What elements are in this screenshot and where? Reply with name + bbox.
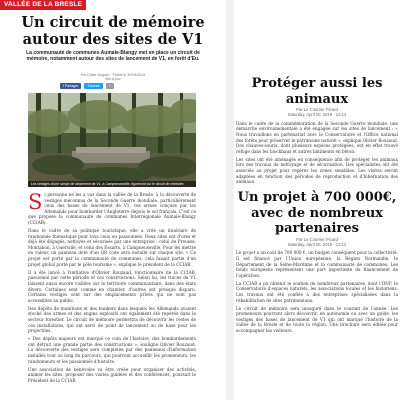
twitter-share-button[interactable]: Tweeter (84, 83, 102, 89)
article-project-budget (234, 190, 400, 398)
section-label[interactable]: VALLÉE DE LA BRESLE (0, 0, 86, 10)
paragraph: Une association de bénévoles va être créée pour organiser des activités, animer les sites, proposer des visites guidées et des conférences, poursuit le Président de la CCIAB. (28, 366, 196, 383)
byline-author-date: Par Didier Dugard · Publié le 30/04/2019 (80, 73, 146, 77)
article-title: Un projet à 700 000€, avec de nombreux partenaires (237, 190, 397, 236)
article-title: Un circuit de mémoire autour des sites de V1 (21, 14, 205, 48)
article-author: Par Le Courrier Picard (296, 107, 338, 112)
article-photo[interactable] (28, 93, 196, 187)
paragraph: Les sites ont été aménagés en conséquence afin de protéger les animaux lors des travaux de nettoyage et de sécurisation. Des spécialistes ont été associés au projet pour repérer les zones sensibles. Les visites seront adaptées en fonction des périodes de reproduction et d'hibernation des animaux. (236, 156, 398, 185)
paragraph: Si personne ne les a vus dans la vallée de la Bresle, à la découverte de vestiges méconnus de la Seconde Guerre mondiale, particulièrement ceux des bases de lancement de V1, ces armes conçues par les Allemands pour bombarder l'Angleterre depuis le sol français. C'est ce que propose la communauté de communes Interrégionale Aumale-Blangy (CCIAB). (28, 192, 196, 225)
article-date: Saturday, April 20, 2019 · 13:12 (287, 112, 347, 118)
paragraph: Dans le cadre de la commémoration de la Seconde Guerre mondiale, une démarche environnementale a été engagée sur les sites de lancement : « Nous travaillons en partenariat avec le Conservatoire et l'Office national des forêts pour préserver le patrimoine naturel », explique Olivier Rouzaud. Des chauves-souris, dont plusieurs espèces protégées, ont en effet trouvé refuge dans les blockhaus et autres bâtiments en béton. (236, 120, 398, 154)
photo-caption: Les vestiges d'une rampe de lancement de V1, à Campneuseville, figureront sur le circuit de mémoire. (28, 181, 196, 187)
paragraph: « Des dépôts majeurs ont marqué ce coin de l'histoire, des bombardements ont détruit une grande partie des constructions », souligne Olivier Rouzaud. La découverte des vestiges sera complétée par des panneaux d'information installés tout au long du parcours, qui pourront accueillir les promeneurs, les randonneurs et les passionnés d'histoire. (28, 336, 196, 364)
forest-ruins-image (28, 93, 196, 187)
paragraph: Des dépôts de munitions et des bunkers dans lesquels les Allemands avaient stocké des armes et des engins explosifs ont également été repérés dans le secteur forestier. Le circuit de mémoire permettra de découvrir les restes de ces installations, qui ont servi de point de lancement ou de base pour les projectiles. (28, 305, 196, 334)
article-protect-animals (234, 76, 400, 186)
paragraph: Le projet a un coût de 700 000 €, un budget conséquent pour la collectivité. Il est financé par l'Union européenne, la Région Normandie, le Département de la Seine-Maritime et la communauté de communes. Les fonds européens représentent une part importante du financement de l'opération. (236, 250, 398, 278)
more-share-button[interactable]: + (106, 83, 114, 89)
article-date: Saturday, April 20, 2019 · 13:12 (287, 241, 347, 247)
paragraph: Dans le cadre de sa politique touristique, elle a créé un itinéraire de randonnée thématique pour tous ceux ou passionnés. Deux sites ont d'ores et déjà été dégagés, nettoyés et sécurisés par une entreprise : celui de Preuses-Montabon, à Guerville, et celui des Essarts, à Campneuseville. Pour les mettre en valeur, un panneau doté d'un QR code sera installé sur chaque site. « Ce projet est porté par la communauté de communes, cela faisait partie d'un projet global porté par le pôle tourisme », explique le président de la CCIAB. (28, 228, 196, 267)
article-lead: La communauté de communes Aumale-Blangy met en place un circuit de mémoire, notamment autour des sites de lancement de V1, en forêt d'Eu. (26, 50, 200, 63)
paragraph: Il a été lancé à l'initiative d'Olivier Rouzaud, fonctionnaire de la CCIAB, passionné par cette période et ces constructions. Selon lui, les traces de V1 laissent aussi encore visibles sur le territoire communautaire, dans des états divers. Certaines sont comme en chantier, d'autres ont presque disparu. Certains vestiges sont sur des emplacements privés qui ne sont pas accessibles au public. (28, 269, 196, 303)
article-author: Par Le Courrier Picard (296, 236, 338, 242)
article-title: Protéger aussi les animaux (251, 76, 383, 107)
byline-updated: Mis à jour (105, 77, 121, 82)
side-articles (226, 0, 400, 400)
paragraph: Le circuit de mémoire sera inauguré dans le courant de l'année. Les promeneurs pourront alors découvrir, en autonomie ou avec un guide, les vestiges des bases de lancement de V1 qui ont marqué l'histoire de la vallée de la Bresle et de toute la région. Une brochure sera éditée pour accompagner les visiteurs. (236, 305, 398, 334)
article-body (28, 192, 196, 398)
share-buttons (60, 83, 114, 89)
paragraph: La CCIAB a pu obtenir le soutien de nombreux partenaires, dont l'ONF, le Conservatoire d'espaces naturels, les associations locales et les historiens. Les travaux ont été confiés à des entreprises spécialisées dans la réhabilitation de sites patrimoniaux. (236, 280, 398, 303)
article-body (234, 121, 400, 186)
facebook-share-button[interactable]: f Partager (60, 83, 81, 89)
article-body (234, 250, 400, 333)
drop-cap: S (28, 192, 43, 214)
article-byline (60, 73, 166, 82)
